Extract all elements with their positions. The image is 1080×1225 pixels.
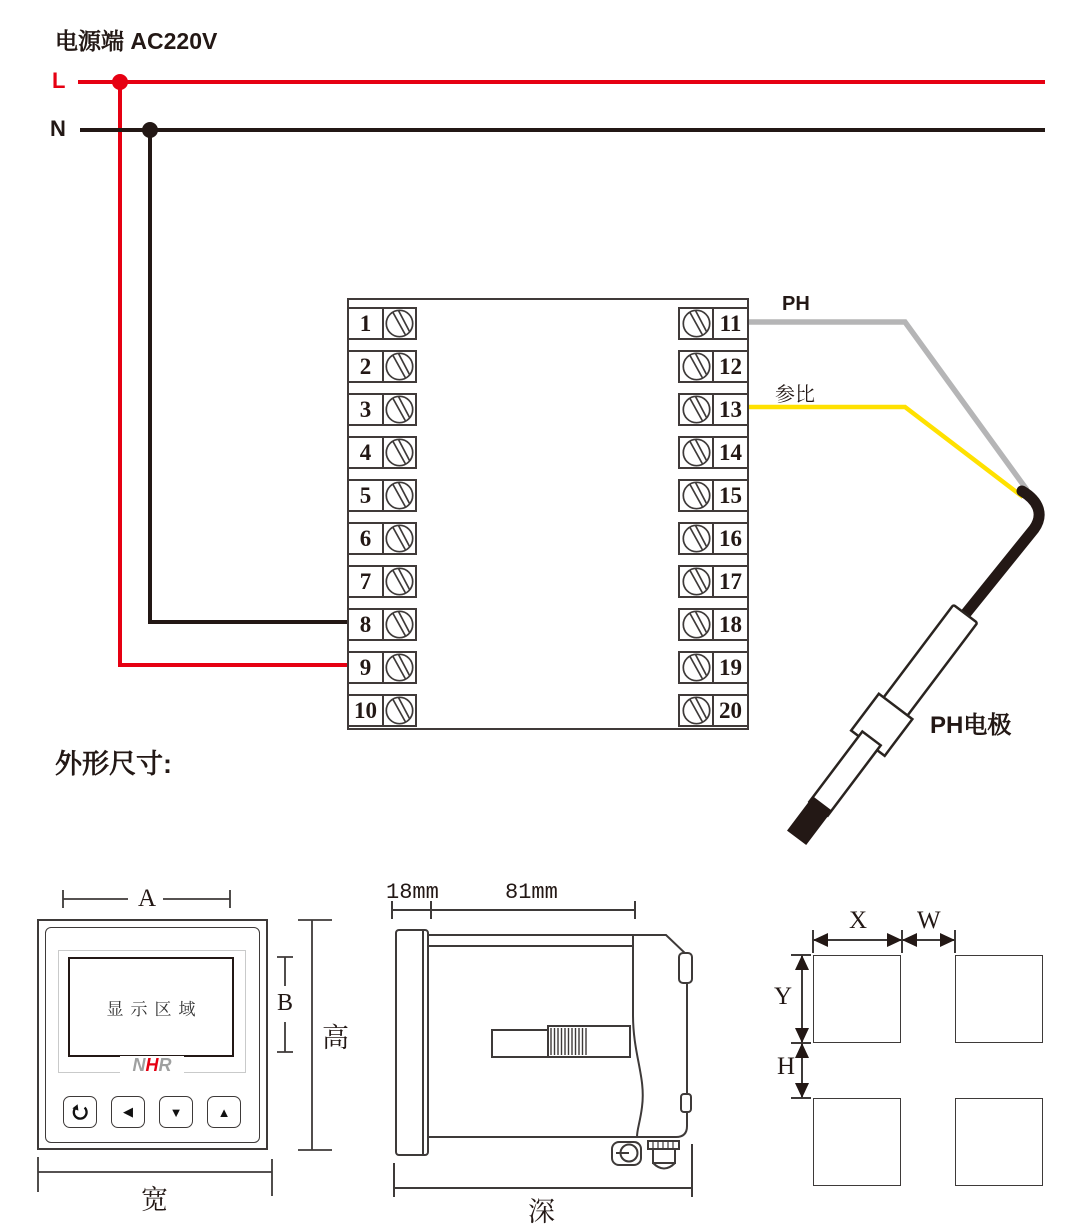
terminal-cell-2: [347, 350, 417, 383]
terminal-number: 1: [359, 311, 372, 336]
width-dim-label: 宽: [141, 1185, 168, 1215]
cable-gland: [648, 1141, 679, 1169]
dim-x-label: X: [849, 907, 868, 934]
screw-icon: [384, 437, 415, 468]
terminal-cell-10: [347, 694, 417, 727]
screw-icon: [681, 394, 712, 425]
dim-b-label: B: [277, 990, 294, 1016]
terminal-cell-11: [678, 307, 749, 340]
terminal-number: 13: [719, 397, 742, 422]
terminal-cell-6: [347, 522, 417, 555]
terminal-number: 14: [719, 440, 742, 465]
terminal-number: 16: [719, 526, 742, 551]
terminal-cell-1: [347, 307, 417, 340]
terminal-screw-box: [678, 436, 714, 469]
reference-wire-label: 参比: [775, 384, 815, 406]
screw-icon: [384, 523, 415, 554]
terminal-cell-3: [347, 393, 417, 426]
screw-icon: [681, 480, 712, 511]
terminal-number-box: [347, 608, 384, 641]
terminal-cell-15: [678, 479, 749, 512]
loop-arrow-icon: [70, 1102, 90, 1122]
screw-icon: [681, 308, 712, 339]
depth-dim-label: 深: [528, 1197, 555, 1225]
screw-icon: [384, 695, 415, 726]
terminal-screw-box: [382, 565, 417, 598]
terminal-screw-box: [382, 522, 417, 555]
ph-wire-label: PH: [782, 293, 810, 315]
terminal-number-box: [712, 651, 749, 684]
terminal-number-box: [347, 479, 384, 512]
screw-icon: [681, 609, 712, 640]
terminal-number: 19: [719, 655, 742, 680]
terminal-number-box: [347, 307, 384, 340]
dim-a-label: A: [138, 885, 157, 912]
terminal-number: 12: [719, 354, 742, 379]
terminal-screw-box: [678, 608, 714, 641]
terminal-number-box: [347, 350, 384, 383]
terminal-number-box: [347, 651, 384, 684]
terminal-cell-16: [678, 522, 749, 555]
down-button: [159, 1096, 193, 1128]
live-label: L: [52, 68, 66, 93]
terminal-number-box: [712, 522, 749, 555]
terminal-number-box: [712, 436, 749, 469]
terminal-number: 10: [354, 698, 377, 723]
terminal-number: 18: [719, 612, 742, 637]
screw-icon: [384, 566, 415, 597]
dim-w-label: W: [917, 907, 941, 934]
display-area-label: 显示区域: [106, 999, 203, 1019]
junction-dot-neutral: [142, 122, 158, 138]
terminal-screw-box: [678, 307, 714, 340]
terminal-screw-box: [678, 479, 714, 512]
side-clip-bottom: [681, 1094, 691, 1112]
terminal-screw-box: [382, 350, 417, 383]
screw-icon: [384, 652, 415, 683]
terminal-cell-14: [678, 436, 749, 469]
terminal-screw-box: [382, 479, 417, 512]
terminal-number-box: [347, 694, 384, 727]
terminal-cell-18: [678, 608, 749, 641]
terminal-number-box: [712, 565, 749, 598]
screw-icon: [681, 437, 712, 468]
terminal-number: 17: [719, 569, 742, 594]
terminal-number-box: [347, 565, 384, 598]
junction-dot-live: [112, 74, 128, 90]
outline-section-title: 外形尺寸:: [55, 749, 172, 779]
terminal-number-box: [712, 608, 749, 641]
terminal-cell-8: [347, 608, 417, 641]
electrode-cable: [963, 491, 1039, 617]
cutout-square-top-left: [813, 955, 901, 1043]
electrode-label: PH电极: [930, 712, 1012, 739]
logo-letter-r: R: [158, 1055, 172, 1075]
terminal-number-box: [712, 694, 749, 727]
down-arrow-icon: ▼: [169, 1104, 183, 1120]
cutout-square-bottom-right: [955, 1098, 1043, 1186]
terminal-cell-17: [678, 565, 749, 598]
terminal-block: [347, 298, 749, 730]
terminal-screw-box: [678, 350, 714, 383]
terminal-number: 8: [359, 612, 372, 637]
electrode-body: [880, 605, 977, 720]
terminal-cell-4: [347, 436, 417, 469]
terminal-cell-5: [347, 479, 417, 512]
left-button: [111, 1096, 145, 1128]
logo-letter-n: N: [132, 1055, 146, 1075]
dim-y-label: Y: [774, 983, 793, 1010]
terminal-number: 3: [359, 397, 372, 422]
terminal-cell-7: [347, 565, 417, 598]
bracket-block: [548, 1026, 630, 1057]
toggle-screw: [612, 1142, 641, 1165]
terminal-screw-box: [382, 694, 417, 727]
side-clip-top: [679, 953, 692, 983]
bezel-depth-label: 18mm: [386, 880, 439, 905]
up-arrow-icon: ▲: [217, 1104, 231, 1120]
terminal-screw-box: [382, 307, 417, 340]
side-seam: [633, 935, 643, 1137]
screw-icon: [384, 609, 415, 640]
terminal-cell-13: [678, 393, 749, 426]
terminal-cell-19: [678, 651, 749, 684]
screw-icon: [681, 695, 712, 726]
screw-icon: [681, 351, 712, 382]
terminal-number: 9: [359, 655, 372, 680]
screw-icon: [384, 308, 415, 339]
left-arrow-icon: ◀: [123, 1104, 133, 1119]
terminal-screw-box: [678, 651, 714, 684]
screw-icon: [384, 480, 415, 511]
height-dim-label: 高: [322, 1023, 349, 1053]
nhr-logo: [120, 1056, 184, 1074]
up-button: [207, 1096, 241, 1128]
terminal-number-box: [712, 350, 749, 383]
cutout-square-bottom-left: [813, 1098, 901, 1186]
screw-icon: [681, 652, 712, 683]
terminal-screw-box: [678, 565, 714, 598]
terminal-screw-box: [678, 694, 714, 727]
terminal-number-box: [712, 307, 749, 340]
terminal-screw-box: [678, 522, 714, 555]
terminal-number: 5: [359, 483, 372, 508]
reference-wire: [749, 407, 1023, 497]
terminal-number-box: [347, 436, 384, 469]
terminal-cell-20: [678, 694, 749, 727]
terminal-number-box: [712, 393, 749, 426]
neutral-label: N: [50, 116, 66, 141]
body-depth-label: 81mm: [505, 880, 558, 905]
logo-letter-h: H: [145, 1055, 159, 1075]
terminal-number-box: [712, 479, 749, 512]
terminal-screw-box: [382, 393, 417, 426]
terminal-number: 7: [359, 569, 372, 594]
terminal-number-box: [347, 522, 384, 555]
cutout-square-top-right: [955, 955, 1043, 1043]
screw-icon: [384, 394, 415, 425]
screw-icon: [384, 351, 415, 382]
screw-icon: [681, 523, 712, 554]
terminal-number: 20: [719, 698, 742, 723]
terminal-screw-box: [382, 651, 417, 684]
screw-icon: [681, 566, 712, 597]
return-button: [63, 1096, 97, 1128]
terminal-number: 6: [359, 526, 372, 551]
terminal-number: 2: [359, 354, 372, 379]
front-view-display-area: [68, 957, 234, 1057]
terminal-cell-9: [347, 651, 417, 684]
terminal-number-box: [347, 393, 384, 426]
terminal-number: 15: [719, 483, 742, 508]
terminal-cell-12: [678, 350, 749, 383]
terminal-number: 11: [719, 311, 742, 336]
terminal-number: 4: [359, 440, 372, 465]
side-view: [392, 901, 692, 1197]
ph-electrode: [780, 491, 1039, 850]
terminal-screw-box: [678, 393, 714, 426]
terminal-screw-box: [382, 608, 417, 641]
terminal-screw-box: [382, 436, 417, 469]
bracket-arm: [492, 1030, 548, 1057]
power-title: 电源端 AC220V: [55, 28, 218, 54]
dim-h-label: H: [777, 1053, 796, 1080]
